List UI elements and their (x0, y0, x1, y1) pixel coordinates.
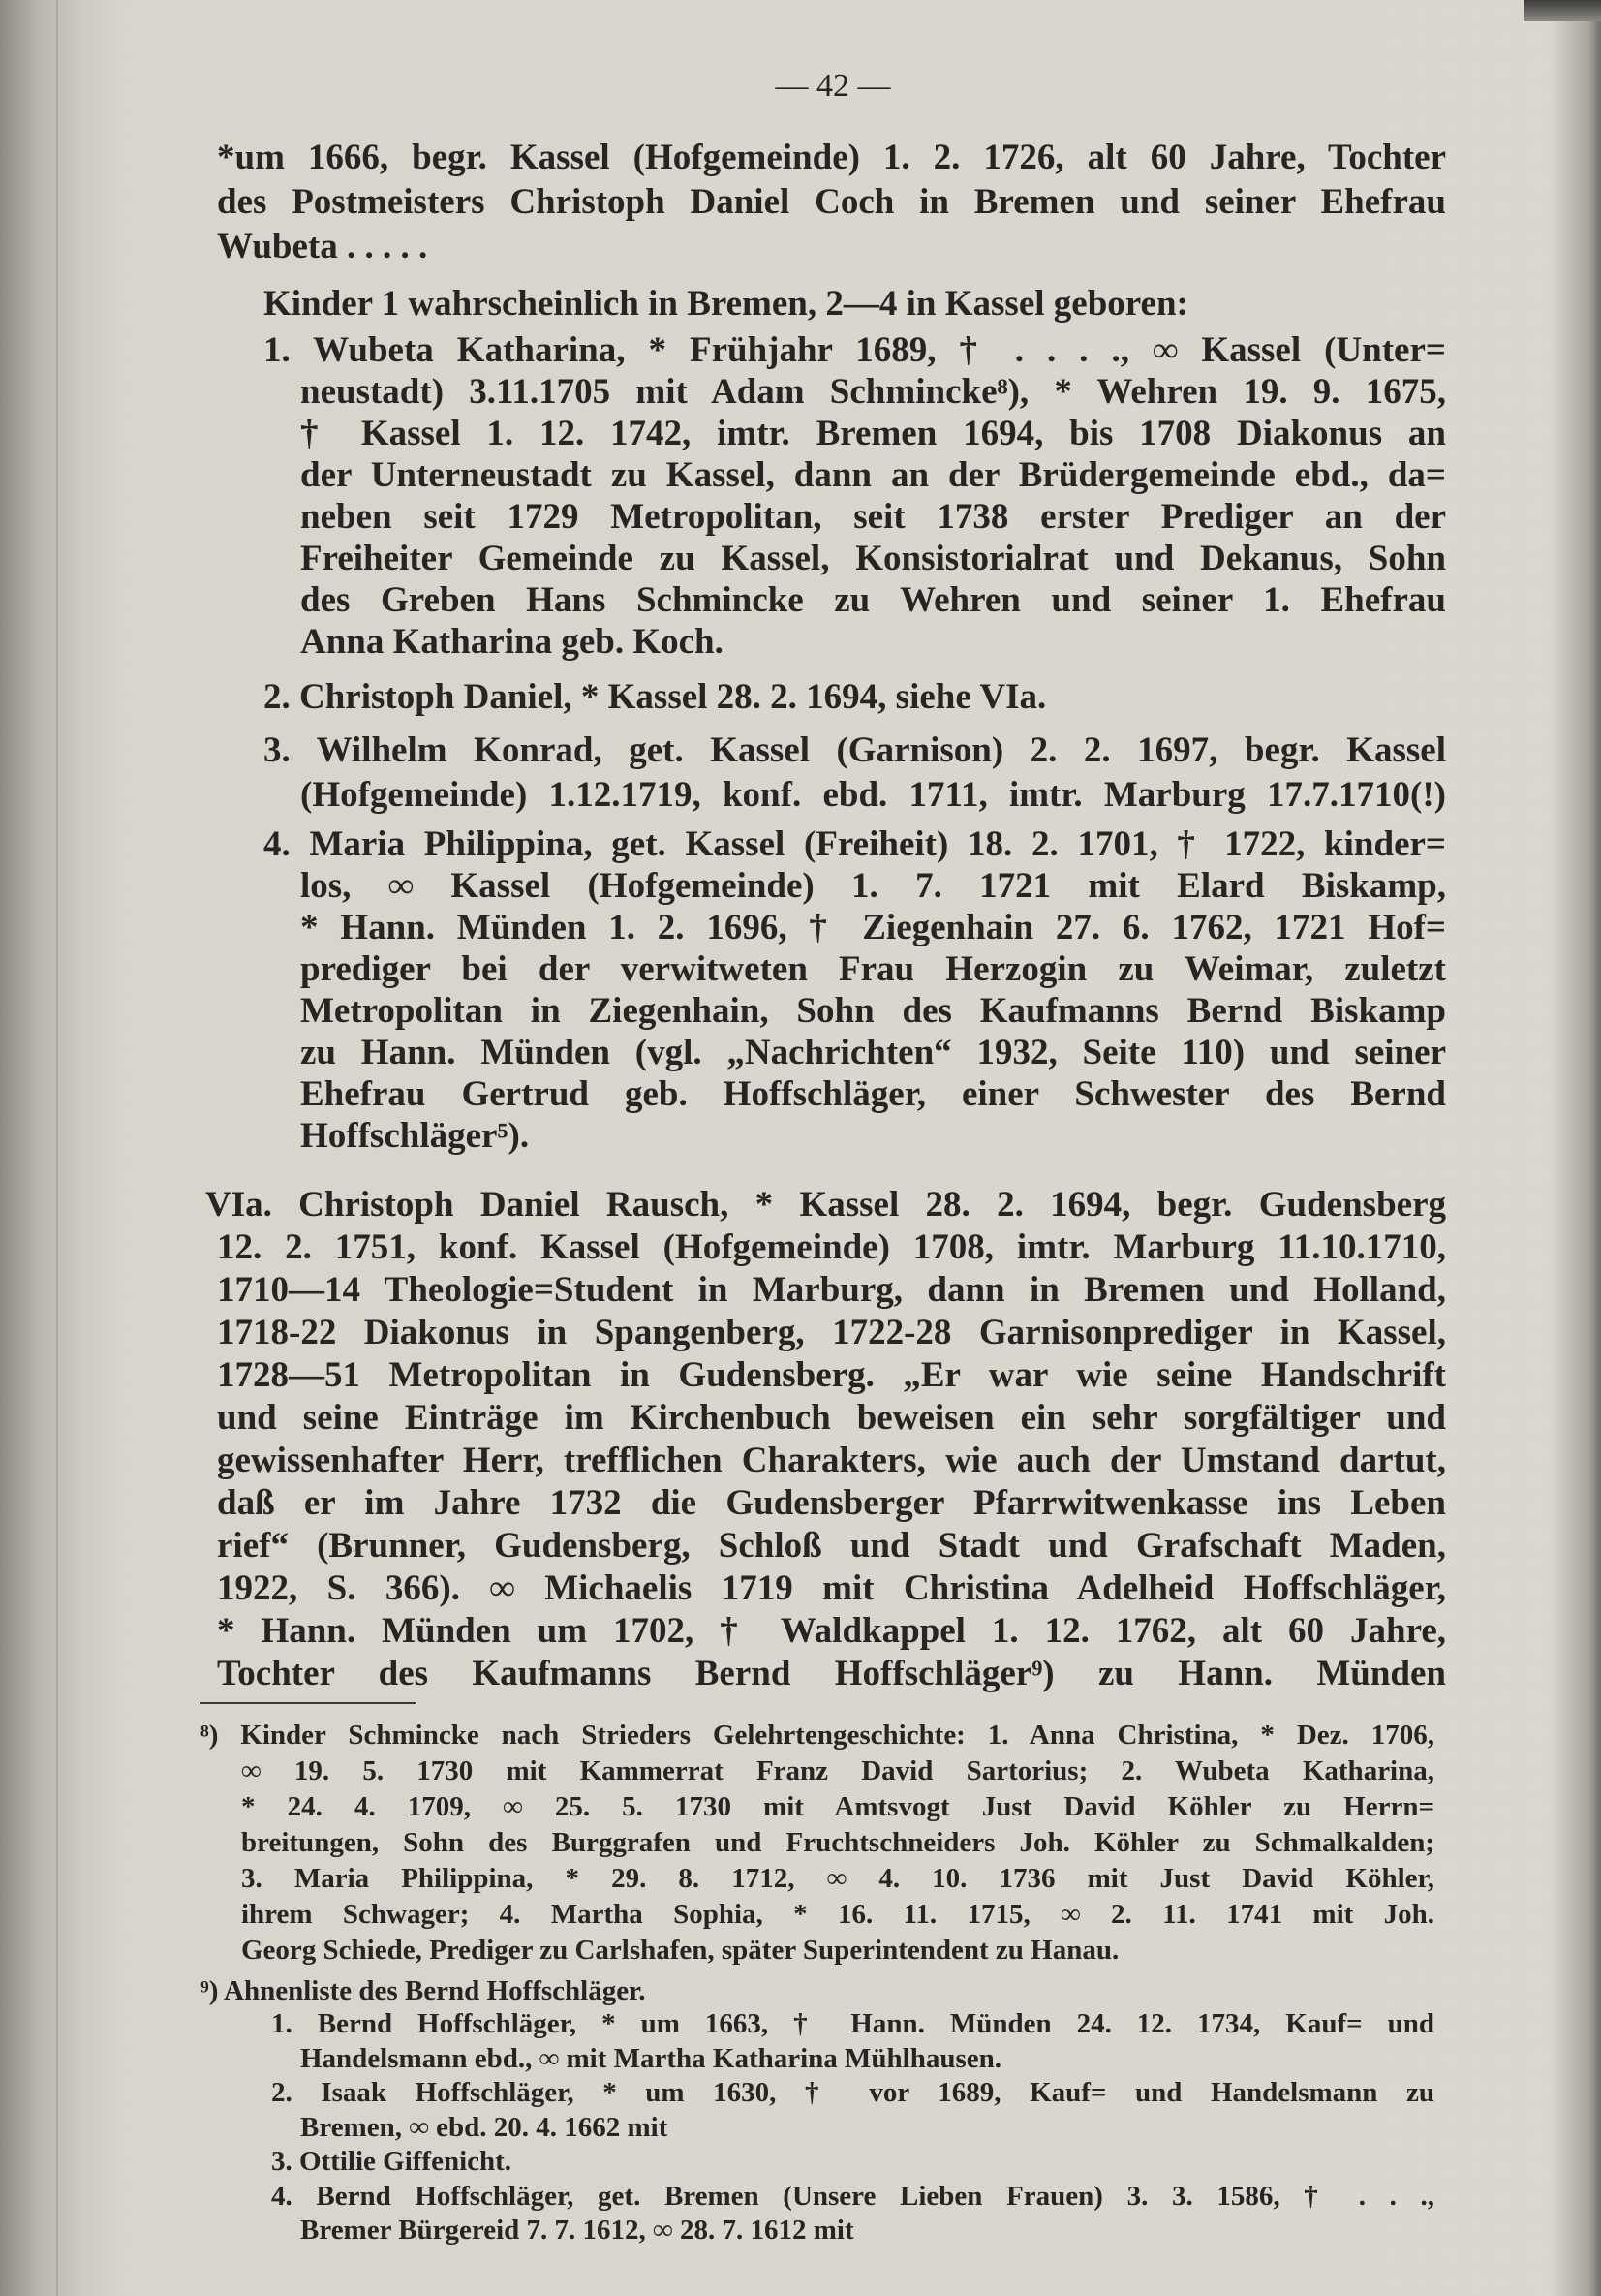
text-line: prediger bei der verwitweten Frau Herzogin zu Weimar, zuletzt (300, 949, 1446, 989)
text-line: (Hofgemeinde) 1.12.1719, konf. ebd. 1711, imtr. Marburg 17.7.1710(!) (300, 775, 1446, 815)
text-block-item1 (263, 329, 1446, 663)
text-line: ∞ 19. 5. 1730 mit Kammerrat Franz David Sartorius; 2. Wubeta Katharina, (241, 1755, 1434, 1786)
text-line: rief“ (Brunner, Gudensberg, Schloß und Stadt und Grafschaft Maden, (217, 1526, 1446, 1566)
text-line: ihrem Schwager; 4. Martha Sophia, * 16. 11. 1715, ∞ 2. 11. 1741 mit Joh. (241, 1899, 1434, 1930)
text-line: ⁹) Ahnenliste des Bernd Hoffschläger. (200, 1975, 646, 2006)
text-block-fn8 (200, 1718, 1434, 1969)
text-line: 1. Bernd Hoffschläger, * um 1663, † Hann. Münden 24. 12. 1734, Kauf= und (271, 2008, 1434, 2039)
text-line: Bremer Bürgereid 7. 7. 1612, ∞ 28. 7. 1612 mit (300, 2215, 854, 2246)
text-block-kinder (263, 282, 1446, 326)
text-line: der Unterneustadt zu Kassel, dann an der Brüdergemeinde ebd., da= (300, 455, 1446, 495)
text-line: 4. Maria Philippina, get. Kassel (Freiheit) 18. 2. 1701, † 1722, kinder= (263, 824, 1446, 864)
text-line: *um 1666, begr. Kassel (Hofgemeinde) 1. 2. 1726, alt 60 Jahre, Tochter (217, 138, 1446, 177)
text-block-item2 (263, 676, 1446, 718)
text-line: * Hann. Münden 1. 2. 1696, † Ziegenhain 27. 6. 1762, 1721 Hof= (300, 908, 1446, 947)
text-line: neben seit 1729 Metropolitan, seit 1738 erster Prediger an der (300, 497, 1446, 537)
text-line: 2. Christoph Daniel, * Kassel 28. 2. 1694, siehe VIa. (263, 677, 1047, 717)
text-line: 12. 2. 1751, konf. Kassel (Hofgemeinde) 1708, imtr. Marburg 11.10.1710, (217, 1227, 1446, 1267)
text-line: 1718-22 Diakonus in Spangenberg, 1722-28 Garnisonprediger in Kassel, (217, 1313, 1446, 1352)
text-line: VIa. Christoph Daniel Rausch, * Kassel 28. 2. 1694, begr. Gudensberg (205, 1185, 1446, 1225)
text-line: Wubeta . . . . . (217, 227, 428, 266)
text-line: 3. Maria Philippina, * 29. 8. 1712, ∞ 4. 10. 1736 mit Just David Köhler, (241, 1863, 1434, 1894)
text-line: und seine Einträge im Kirchenbuch beweisen ein sehr sorgfältiger und (217, 1398, 1446, 1438)
text-line: Anna Katharina geb. Koch. (300, 622, 724, 662)
text-line: daß er im Jahre 1732 die Gudensberger Pfarrwitwenkasse ins Leben (217, 1483, 1446, 1523)
text-line: ⁸) Kinder Schmincke nach Strieders Gelehrtengeschichte: 1. Anna Christina, * Dez. 1706, (200, 1720, 1434, 1751)
text-line: Tochter des Kaufmanns Bernd Hoffschläger⁹) zu Hann. Münden (217, 1654, 1446, 1693)
text-line: † Kassel 1. 12. 1742, imtr. Bremen 1694, bis 1708 Diakonus an (300, 414, 1446, 453)
text-line: Kinder 1 wahrscheinlich in Bremen, 2—4 in Kassel geboren: (263, 284, 1188, 324)
book-gutter (56, 0, 58, 2296)
text-line: 3. Ottilie Giffenicht. (271, 2146, 512, 2177)
scan-dark-corner (1524, 0, 1601, 21)
text-line: Georg Schiede, Prediger zu Carlshafen, später Superintendent zu Hanau. (241, 1935, 1120, 1966)
text-block-via (205, 1184, 1446, 1695)
text-line: * Hann. Münden um 1702, † Waldkappel 1. 12. 1762, alt 60 Jahre, (217, 1611, 1446, 1651)
text-line: 1710—14 Theologie=Student in Marburg, dann in Bremen und Holland, (217, 1270, 1446, 1310)
text-line: breitungen, Sohn des Burggrafen und Fruchtschneiders Joh. Köhler zu Schmalkalden; (241, 1827, 1434, 1858)
text-line: Hoffschläger⁵). (300, 1116, 530, 1156)
text-line: Freiheiter Gemeinde zu Kassel, Konsistorialrat und Dekanus, Sohn (300, 539, 1446, 578)
text-line: des Greben Hans Schmincke zu Wehren und seiner 1. Ehefrau (300, 580, 1446, 620)
text-line: Handelsmann ebd., ∞ mit Martha Katharina Mühlhausen. (300, 2042, 1002, 2074)
text-line: Metropolitan in Ziegenhain, Sohn des Kaufmanns Bernd Biskamp (300, 991, 1446, 1031)
text-line: 1728—51 Metropolitan in Gudensberg. „Er war wie seine Handschrift (217, 1355, 1446, 1395)
page-number: — 42 — (775, 68, 891, 104)
text-line: zu Hann. Münden (vgl. „Nachrichten“ 1932, Seite 110) und seiner (300, 1033, 1446, 1072)
text-line: * 24. 4. 1709, ∞ 25. 5. 1730 mit Amtsvogt Just David Köhler zu Herrn= (241, 1791, 1434, 1822)
text-line: des Postmeisters Christoph Daniel Coch in Bremen und seiner Ehefrau (217, 182, 1446, 222)
text-block-item4 (263, 823, 1446, 1157)
text-line: 2. Isaak Hoffschläger, * um 1630, † vor 1689, Kauf= und Handelsmann zu (271, 2077, 1434, 2108)
text-line: Bremen, ∞ ebd. 20. 4. 1662 mit (300, 2111, 668, 2143)
text-line: gewissenhafter Herr, trefflichen Charakters, wie auch der Umstand dartut, (217, 1441, 1446, 1480)
text-block-p1 (217, 136, 1446, 269)
text-line: los, ∞ Kassel (Hofgemeinde) 1. 7. 1721 mit Elard Biskamp, (300, 866, 1446, 906)
text-block-fn9 (200, 1973, 1434, 2008)
text-line: Ehefrau Gertrud geb. Hoffschläger, einer Schwester des Bernd (300, 1074, 1446, 1114)
text-line: 3. Wilhelm Konrad, get. Kassel (Garnison) 2. 2. 1697, begr. Kassel (263, 730, 1446, 770)
text-block-fn9items (271, 2007, 1434, 2249)
text-line: neustadt) 3.11.1705 mit Adam Schmincke⁸), * Wehren 19. 9. 1675, (300, 372, 1446, 412)
footnote-rule (200, 1702, 416, 1704)
text-block-item3 (263, 729, 1446, 818)
text-line: 4. Bernd Hoffschläger, get. Bremen (Unsere Lieben Frauen) 3. 3. 1586, † . . ., (271, 2180, 1434, 2212)
text-line: 1922, S. 366). ∞ Michaelis 1719 mit Christina Adelheid Hoffschläger, (217, 1568, 1446, 1608)
text-line: 1. Wubeta Katharina, * Frühjahr 1689, † . . . ., ∞ Kassel (Unter= (263, 330, 1446, 370)
